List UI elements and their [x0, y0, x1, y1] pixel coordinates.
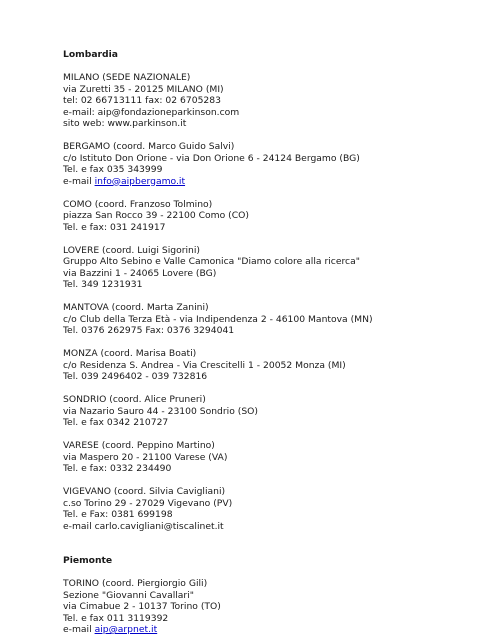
directory-listing	[63, 49, 483, 636]
email-link[interactable]: aip@arpnet.it	[94, 624, 158, 635]
office-entry	[63, 440, 483, 475]
entry-line: c.so Torino 29 - 27029 Vigevano (PV)	[63, 497, 233, 509]
office-entry	[63, 302, 483, 337]
entry-line: via Bazzini 1 - 24065 Lovere (BG)	[63, 267, 217, 279]
entry-line: Tel. e fax: 0332 234490	[63, 463, 172, 474]
office-entry	[63, 72, 483, 130]
entry-line: Tel. e fax 011 3119392	[63, 612, 169, 624]
email-label: e-mail	[63, 175, 95, 187]
entry-line: LOVERE (coord. Luigi Sigorini)	[63, 244, 200, 256]
office-entry	[63, 141, 483, 187]
office-entry	[63, 199, 483, 234]
entry-line: via Nazario Sauro 44 - 23100 Sondrio (SO)	[63, 405, 258, 417]
entry-line: TORINO (coord. Piergiorgio Gili)	[63, 578, 208, 589]
entry-line: e-mail: aip@fondazioneparkinson.com	[63, 106, 240, 118]
entry-line: MANTOVA (coord. Marta Zanini)	[63, 302, 209, 313]
entry-line: via Zuretti 35 - 20125 MILANO (MI)	[63, 83, 224, 95]
entry-line: e-mail carlo.cavigliani@tiscalinet.it	[63, 520, 224, 532]
region-heading: Piemonte	[63, 555, 113, 566]
entry-line: COMO (coord. Franzoso Tolmino)	[63, 198, 213, 210]
entry-line: Tel. 0376 262975 Fax: 0376 3294041	[63, 325, 235, 336]
email-label: e-mail	[63, 624, 95, 635]
entry-line: Tel. e fax 0342 210727	[63, 417, 169, 428]
office-entry	[63, 578, 483, 636]
entry-line: piazza San Rocco 39 - 22100 Como (CO)	[63, 210, 249, 221]
entry-line: Tel. 349 1231931	[63, 279, 143, 290]
entry-line: MILANO (SEDE NAZIONALE)	[63, 72, 191, 83]
entry-line: Tel. e fax: 031 241917	[63, 221, 166, 233]
office-entry	[63, 486, 483, 532]
office-entry	[63, 348, 483, 383]
entry-line	[63, 624, 483, 636]
entry-line: c/o Residenza S. Andrea - Via Crescitelli 1 - 20052 Monza (MI)	[63, 359, 346, 371]
entry-line: sito web: www.parkinson.it	[63, 118, 187, 129]
entry-line: c/o Club della Terza Età - via Indipendenza 2 - 46100 Mantova (MN)	[63, 313, 373, 325]
entry-line: MONZA (coord. Marisa Boati)	[63, 348, 197, 359]
entry-line: tel: 02 66713111 fax: 02 6705283	[63, 95, 221, 106]
entry-line: SONDRIO (coord. Alice Pruneri)	[63, 394, 206, 405]
entry-line: Sezione "Giovanni Cavallari"	[63, 589, 194, 601]
entry-line: BERGAMO (coord. Marco Guido Salvi)	[63, 141, 235, 152]
entry-line: Gruppo Alto Sebino e Valle Camonica "Diamo colore alla ricerca"	[63, 256, 360, 267]
entry-line	[63, 176, 483, 188]
entry-line: VIGEVANO (coord. Silvia Cavigliani)	[63, 486, 226, 497]
section-spacer	[63, 532, 483, 555]
entry-line: Tel. 039 2496402 - 039 732816	[63, 371, 208, 382]
entry-line: via Maspero 20 - 21100 Varese (VA)	[63, 451, 228, 463]
office-entry	[63, 245, 483, 291]
entry-line: Tel. e Fax: 0381 699198	[63, 509, 173, 520]
email-link[interactable]: info@aipbergamo.it	[94, 175, 186, 187]
office-entry	[63, 394, 483, 429]
region-heading: Lombardia	[63, 49, 118, 60]
entry-line: Tel. e fax 035 343999	[63, 164, 163, 175]
entry-line: via Cimabue 2 - 10137 Torino (TO)	[63, 601, 221, 612]
entry-line: VARESE (coord. Peppino Martino)	[63, 440, 215, 451]
entry-line: c/o Istituto Don Orione - via Don Orione 6 - 24124 Bergamo (BG)	[63, 152, 360, 164]
